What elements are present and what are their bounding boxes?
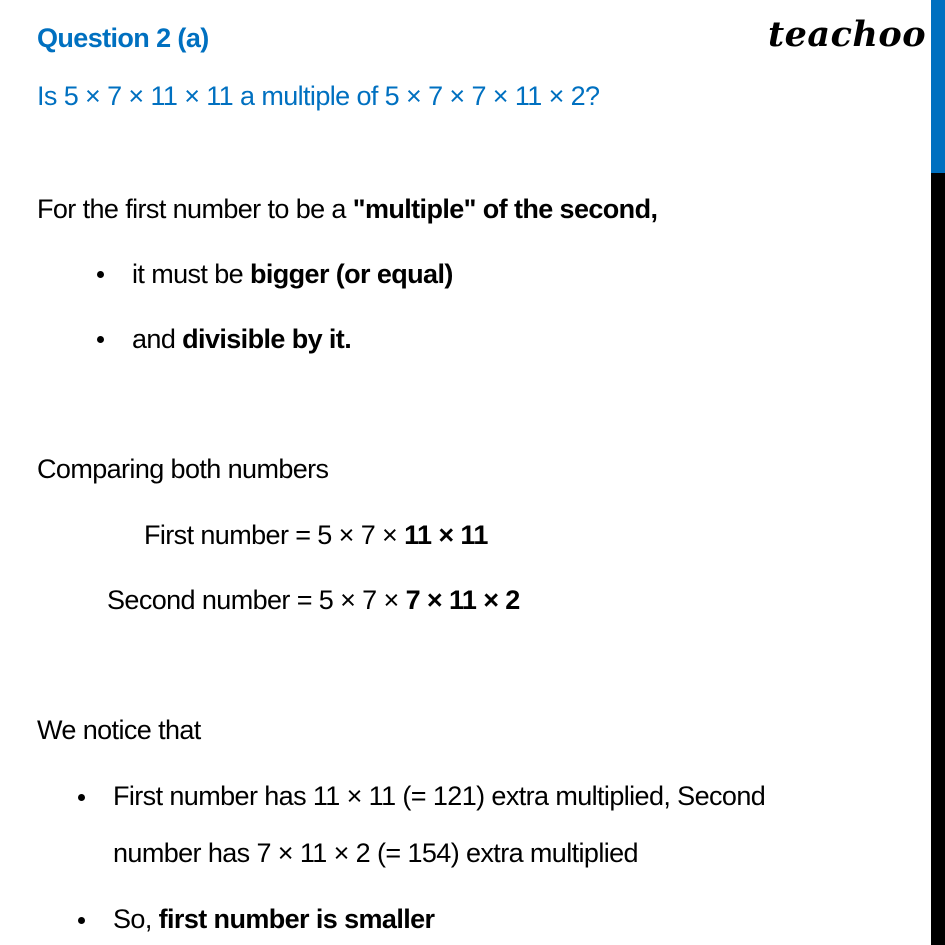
bullet-text-bold: divisible by it. [182,324,352,354]
bullet-text-plain: So, [113,904,159,934]
expression-bold: 7 × 11 × 2 [405,585,520,615]
bullet-text-bold: bigger (or equal) [249,259,453,289]
observation-bullet-1-line-2: number has 7 × 11 × 2 (= 154) extra multiplied [113,838,638,868]
expression-bold: 11 × 11 [404,520,488,550]
bullet-text-plain: and [132,324,183,354]
bullet-icon [97,336,104,343]
bullet-icon [78,917,85,924]
expression-plain: Second number = 5 × 7 × [107,585,406,615]
definition-intro [37,193,657,225]
observation-bullet-1-line-1: First number has 11 × 11 (= 121) extra multiplied, Second [113,781,766,811]
observation-heading: We notice that [37,715,201,745]
comparison-heading: Comparing both numbers [37,454,329,484]
teachoo-logo: teachoo [768,14,927,55]
expression-plain: First number = 5 × 7 × [144,520,405,550]
bullet-icon [78,794,85,801]
definition-intro-plain: For the first number to be a [37,194,353,224]
definition-bullet-2 [132,323,351,355]
bullet-text-plain: it must be [132,259,250,289]
definition-intro-bold: "multiple" of the second, [352,194,658,224]
definition-bullet-1 [132,258,453,290]
side-accent-bar-black [931,173,945,945]
side-accent-bar-blue [931,0,945,173]
question-label: Question 2 (a) [37,23,209,53]
bullet-text-bold: first number is smaller [158,904,435,934]
first-number-expression [144,519,488,551]
observation-bullet-2 [113,903,434,935]
question-text: Is 5 × 7 × 11 × 11 a multiple of 5 × 7 × 7 × 11 × 2? [37,81,600,111]
bullet-icon [97,271,104,278]
second-number-expression [107,584,520,616]
